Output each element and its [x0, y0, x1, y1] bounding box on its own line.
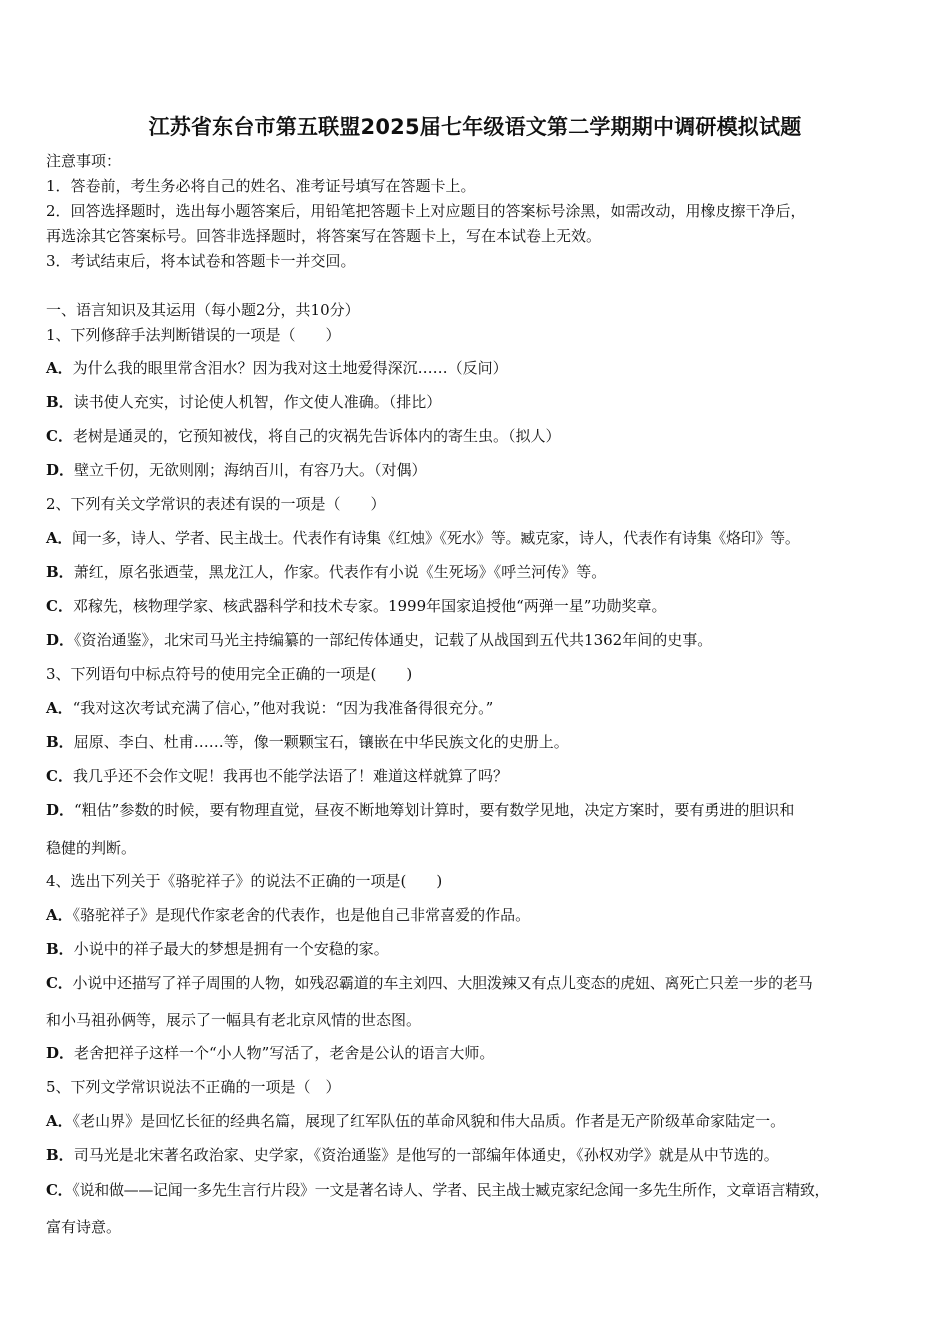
option-text: 老舍把祥子这样一个“小人物”写活了，老舍是公认的语言大师。 [74, 1044, 495, 1062]
option-label: D． [46, 801, 75, 819]
option-label: B． [46, 1146, 74, 1164]
question-stem: 5、下列文学常识说法不正确的一项是（ ） [46, 1078, 341, 1096]
option-continuation: 富有诗意。 [46, 1218, 122, 1236]
option-line [46, 732, 916, 752]
notice-item: 再选涂其它答案标号。回答非选择题时，将答案写在答题卡上，写在本试卷上无效。 [46, 227, 602, 245]
option-text: 壁立千仞，无欲则刚；海纳百川，有容乃大。（对偶） [74, 461, 427, 479]
notice-item: 2．回答选择题时，选出每小题答案后，用铅笔把答题卡上对应题目的答案标号涂黑，如需改动，用橡皮擦干净后， [46, 202, 806, 220]
option-label: C． [46, 767, 73, 785]
option-line [46, 1180, 916, 1200]
question-stem: 3、下列语句中标点符号的使用完全正确的一项是( ) [46, 665, 413, 683]
option-text: 《骆驼祥子》是现代作家老舍的代表作，也是他自己非常喜爱的作品。 [72, 906, 531, 924]
option-line [46, 698, 916, 718]
option-label: D． [46, 1044, 75, 1062]
question-stem: 1、下列修辞手法判断错误的一项是（ ） [46, 326, 341, 344]
option-line [46, 973, 916, 993]
option-text: 《老山界》是回忆长征的经典名篇，展现了红军队伍的革命风貌和伟大品质。作者是无产阶级革命家陆定一。 [72, 1112, 786, 1130]
option-line [46, 939, 916, 959]
option-label: A． [46, 699, 73, 717]
option-label: B． [46, 940, 74, 958]
option-text: 小说中还描写了祥子周围的人物，如残忍霸道的车主刘四、大胆泼辣又有点儿变态的虎妞、离死亡只差一步的老马 [72, 974, 813, 992]
option-line [46, 905, 916, 925]
option-text: 司马光是北宋著名政治家、史学家，《资治通鉴》是他写的一部编年体通史，《孙权劝学》就是从中节选的。 [73, 1146, 779, 1164]
option-label: C． [46, 974, 73, 992]
option-label: D． [46, 461, 75, 479]
option-text: 为什么我的眼里常含泪水？因为我对这土地爱得深沉……（反问） [72, 359, 508, 377]
option-text: 《说和做——记闻一多先生言行片段》一文是著名诗人、学者、民主战士臧克家纪念闻一多先生所作，文章语言精致， [72, 1181, 830, 1199]
option-line [46, 766, 916, 786]
option-continuation: 和小马祖孙俩等，展示了一幅具有老北京风情的世态图。 [46, 1011, 422, 1029]
notice-item: 1．答卷前，考生务必将自己的姓名、准考证号填写在答题卡上。 [46, 177, 476, 195]
section-heading: 一、语言知识及其运用（每小题2分，共10分） [46, 301, 360, 319]
option-label: B． [46, 563, 74, 581]
option-text: 萧红，原名张迺莹，黑龙江人，作家。代表作有小说《生死场》《呼兰河传》等。 [73, 563, 607, 581]
option-line [46, 596, 916, 616]
option-line [46, 1043, 916, 1063]
option-label: A． [46, 1112, 73, 1130]
option-text: 《资治通鉴》，北宋司马光主持编纂的一部纪传体通史，记载了从战国到五代共1362年间的史事。 [74, 631, 713, 649]
option-continuation: 稳健的判断。 [46, 839, 137, 857]
option-line [46, 426, 916, 446]
option-text: 小说中的祥子最大的梦想是拥有一个安稳的家。 [73, 940, 389, 958]
option-text: 闻一多，诗人、学者、民主战士。代表作有诗集《红烛》《死水》等。臧克家，诗人，代表作有诗集《烙印》等。 [72, 529, 800, 547]
notice-item: 3．考试结束后，将本试卷和答题卡一并交回。 [46, 252, 356, 270]
option-label: A． [46, 529, 73, 547]
option-line [46, 392, 916, 412]
option-label: A． [46, 906, 73, 924]
option-text: 我几乎还不会作文呢！我再也不能学法语了！难道这样就算了吗？ [72, 767, 508, 785]
exam-title: 江苏省东台市第五联盟2025届七年级语文第二学期期中调研模拟试题 [148, 115, 802, 139]
option-line [46, 528, 916, 548]
question-stem: 2、下列有关文学常识的表述有误的一项是（ ） [46, 495, 386, 513]
option-label: D． [46, 631, 75, 649]
option-label: B． [46, 393, 74, 411]
option-label: C． [46, 427, 73, 445]
option-line [46, 358, 916, 378]
option-label: A． [46, 359, 73, 377]
option-text: 老树是通灵的，它预知被伐，将自己的灾祸先告诉体内的寄生虫。（拟人） [72, 427, 561, 445]
option-label: B． [46, 733, 74, 751]
option-text: 屈原、李白、杜甫……等，像一颗颗宝石，镶嵌在中华民族文化的史册上。 [73, 733, 569, 751]
option-line [46, 460, 916, 480]
question-stem: 4、选出下列关于《骆驼祥子》的说法不正确的一项是( ) [46, 872, 443, 890]
option-text: 读书使人充实，讨论使人机智，作文使人准确。（排比） [73, 393, 442, 411]
option-text: 邓稼先，核物理学家、核武器科学和技术专家。1999年国家追授他“两弹一星”功勋奖章。 [72, 597, 667, 615]
option-label: C． [46, 597, 73, 615]
option-line [46, 1111, 916, 1131]
option-text: “我对这次考试充满了信心，”他对我说：“因为我准备得很充分。” [72, 699, 494, 717]
option-line [46, 1145, 916, 1165]
option-line [46, 630, 916, 650]
option-text: “粗估”参数的时候，要有物理直觉，昼夜不断地筹划计算时，要有数学见地，决定方案时，要有勇进的胆识和 [74, 801, 795, 819]
option-line [46, 800, 916, 820]
option-label: C． [46, 1181, 73, 1199]
option-line [46, 562, 916, 582]
notice-heading: 注意事项： [46, 152, 122, 170]
